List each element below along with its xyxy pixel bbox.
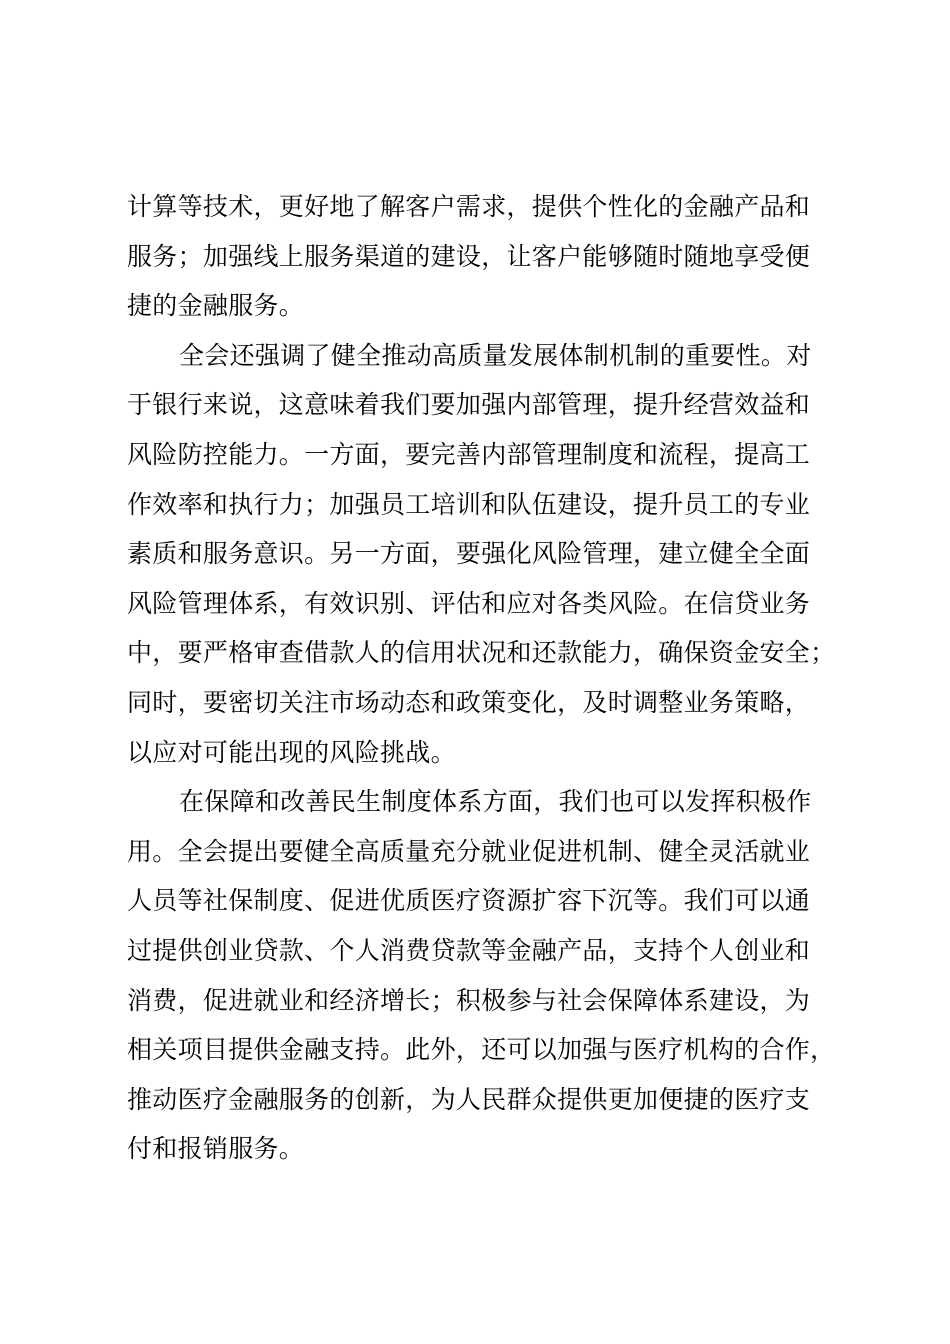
text-line: 付和报销服务。 (127, 1134, 305, 1164)
text-line: 推动医疗金融服务的创新，为人民群众提供更加便捷的医疗支 (127, 1084, 811, 1114)
text-line: 人员等社保制度、促进优质医疗资源扩容下沉等。我们可以通 (127, 886, 811, 916)
text-line: 计算等技术，更好地了解客户需求，提供个性化的金融产品和 (127, 192, 811, 221)
body-text (127, 182, 867, 1174)
text-line: 素质和服务意识。另一方面，要强化风险管理，建立健全全面 (127, 539, 811, 569)
text-line: 用。全会提出要健全高质量充分就业促进机制、健全灵活就业 (127, 836, 811, 866)
text-line: 捷的金融服务。 (127, 291, 305, 321)
text-line: 风险防控能力。一方面，要完善内部管理制度和流程，提高工 (127, 439, 811, 469)
text-line: 相关项目提供金融支持。此外，还可以加强与医疗机构的合作， (127, 1035, 836, 1065)
text-line: 服务；加强线上服务渠道的建设，让客户能够随时随地享受便 (127, 241, 811, 271)
text-line: 中，要严格审查借款人的信用状况和还款能力，确保资金安全； (127, 638, 836, 668)
text-line: 作效率和执行力；加强员工培训和队伍建设，提升员工的专业 (127, 489, 811, 519)
text-line: 于银行来说，这意味着我们要加强内部管理，提升经营效益和 (127, 390, 811, 420)
text-line: 过提供创业贷款、个人消费贷款等金融产品，支持个人创业和 (127, 935, 811, 965)
paragraph-first-line: 在保障和改善民生制度体系方面，我们也可以发挥积极作 (179, 787, 812, 817)
paragraph-first-line: 全会还强调了健全推动高质量发展体制机制的重要性。对 (179, 340, 812, 370)
text-line: 同时，要密切关注市场动态和政策变化，及时调整业务策略， (127, 687, 811, 717)
text-line: 以应对可能出现的风险挑战。 (127, 737, 456, 767)
text-line: 风险管理体系，有效识别、评估和应对各类风险。在信贷业务 (127, 588, 811, 618)
text-line: 消费，促进就业和经济增长；积极参与社会保障体系建设，为 (127, 985, 811, 1015)
